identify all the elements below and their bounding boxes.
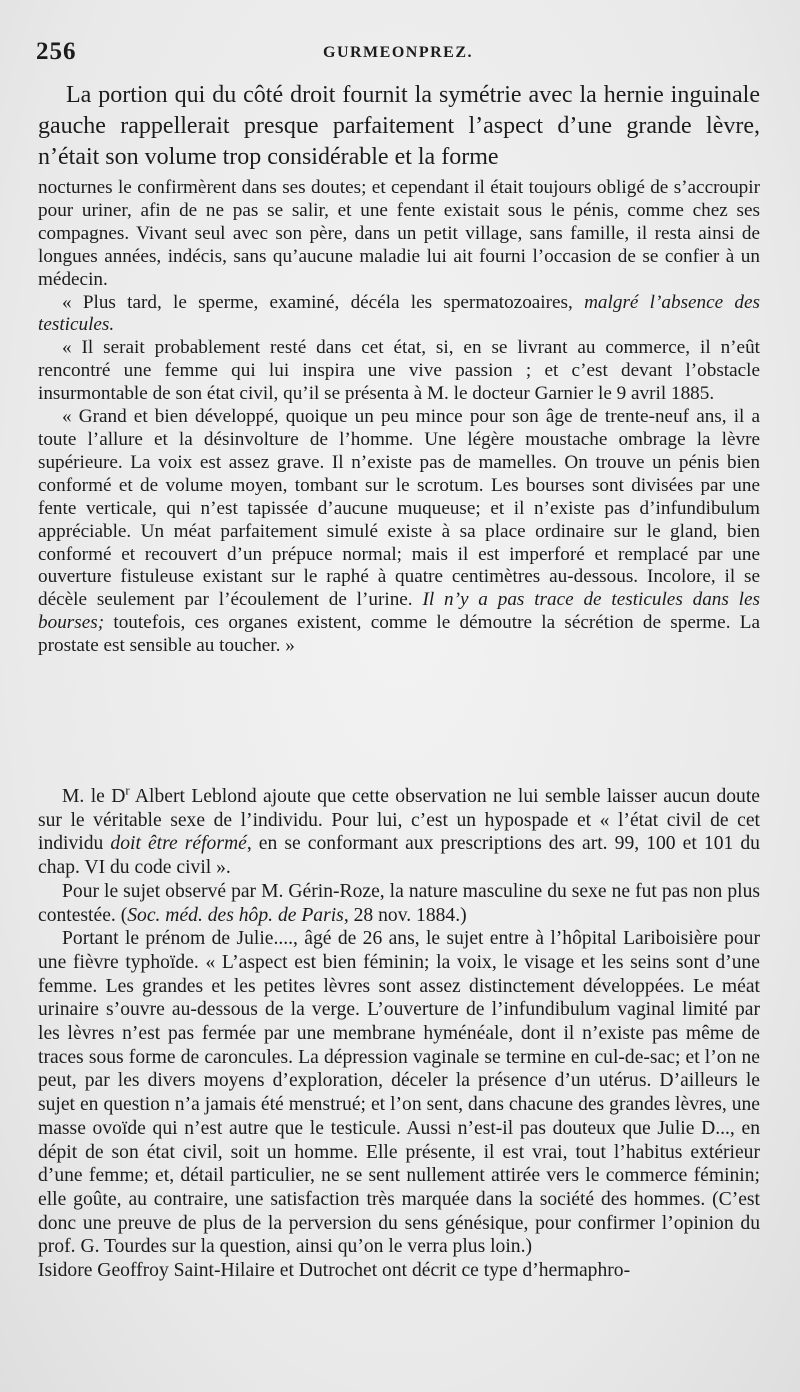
body-paragraph-2: Pour le sujet observé par M. Gérin-Roze, la nature masculine du sexe ne fut pas non plus contestée. (Soc. méd. des hôp. de Paris, 28 nov. 1884.) xyxy=(38,880,760,926)
large-paragraph: La portion qui du côté droit fournit la symétrie avec la hernie inguinale gauche rappellerait presque parfaitement l’aspect d’une grande lèvre, n’était son volume trop considérable et la forme xyxy=(38,82,760,170)
body-paragraph-3: Portant le prénom de Julie...., âgé de 26 ans, le sujet entre à l’hôpital Lariboisière pour une fièvre typhoïde. « L’aspect est bien féminin; la voix, le visage et les seins sont d’une femme. Les grandes et les petites lèvres sont assez distinctement développées. Le méat urinaire s’ouvre au-dessous de la verge. L’ouverture de l’infundibulum vaginal limité par les lèvres n’est pas fermée par une membrane hyménéale, dont il n’existe pas même de traces sous forme de caroncules. La dépression vaginale se termine en cul-de-sac; et l’on ne peut, par les divers moyens d’exploration, déceler la présence d’un utérus. D’ailleurs le sujet en question n’a jamais été menstrué; et l’on sent, dans chacune des grandes lèvres, une masse ovoïde qui n’est autre que le testicule. Aussi n’est-il pas douteux que Julie D..., en dépit de son état civil, soit un homme. Elle présente, il est vrai, tout l’habitus extérieur d’une femme; et, détail particulier, ne se sent nullement attirée vers le commerce féminin; elle goûte, au contraire, une satisfaction très marquée dans la société des hommes. (C’est donc une preuve de plus de la perversion du sens génésique, pour confirmer l’opinion du prof. G. Tourdes sur la question, ainsi qu’on le verra plus loin.) xyxy=(38,928,760,1258)
quote-paragraph-2: « Plus tard, le sperme, examiné, décéla les spermatozoaires, malgré l’absence des testicules. xyxy=(38,291,760,336)
quote-paragraph-3: « Il serait probablement resté dans cet état, si, en se livrant au commerce, il n’eût rencontré une femme qui lui inspira une vive passion ; et c’est devant l’obstacle insurmontable de son état civil, qu’il se présenta à M. le docteur Garnier le 9 avril 1885. xyxy=(38,337,760,405)
quote-paragraph-4: « Grand et bien développé, quoique un peu mince pour son âge de trente-neuf ans, il a toute l’allure et la désinvolture de l’homme. Une légère moustache ombrage la lèvre supérieure. La voix est assez grave. Il n’existe pas de mamelles. On trouve un pénis bien conformé et de volume moyen, tombant sur le scrotum. Les bourses sont divisées par une fente verticale, qui n’est tapissée d’aucune muqueuse; et il n’existe pas d’infundibulum appréciable. Un méat parfaitement simulé existe à sa place ordinaire sur le gland, bien conformé et recouvert d’un prépuce normal; mais il est imperforé et remplacé par une ouverture fistuleuse existant sur le raphé à quatre centimètres au-dessous. Incolore, il se décèle seulement par l’écoulement de l’urine. Il n’y a pas trace de testicules dans les bourses; toutefois, ces organes existent, comme le démoutre la sécrétion de sperme. La prostate est sensible au toucher. » xyxy=(38,406,761,657)
running-head: GURMEONPREZ. xyxy=(323,44,473,61)
page-header xyxy=(36,38,760,68)
quote-paragraph-1: nocturnes le confirmèrent dans ses doutes; et cependant il était toujours obligé de s’accroupir pour uriner, afin de ne pas se salir, et une fente existait sous le pénis, comme chez ses compagnes. Vivant seul avec son père, dans un petit village, sans famille, il resta ainsi de longues années, indécis, sans qu’aucune maladie lui ait fourni l’occasion de se confier à un médecin. xyxy=(38,177,760,290)
body-paragraph-4: Isidore Geoffroy Saint-Hilaire et Dutrochet ont décrit ce type d’hermaphro- xyxy=(38,1260,631,1282)
main-text xyxy=(38,785,760,1283)
page-number: 256 xyxy=(36,38,77,65)
quoted-observation xyxy=(38,177,760,658)
body-paragraph-1: M. le $D^r$ Albert Leblond ajoute que cette observation ne lui semble laisser aucun doute sur le véritable sexe de l’individu. Pour lui, c’est un hypospade et « l’état civil de cet individu doit être réformé, en se conformant aux prescriptions des art. 99, 100 et 101 du chap. VI du code civil ». xyxy=(38,783,760,879)
large-text-block xyxy=(38,80,760,173)
